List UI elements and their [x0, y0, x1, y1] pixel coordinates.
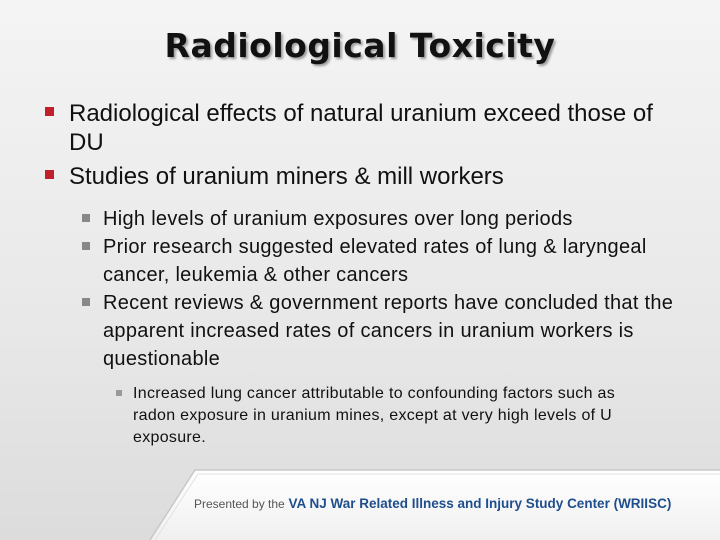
bullet-level1	[0, 99, 720, 157]
bullet-text: Radiological effects of natural uranium exceed those of DU	[69, 100, 653, 156]
bullet-level2	[0, 205, 720, 233]
square-bullet-icon	[45, 170, 54, 179]
slide-body	[0, 99, 720, 449]
bullet-level1	[0, 162, 720, 191]
footer-organization: VA NJ War Related Illness and Injury Study Center (WRIISC)	[288, 496, 672, 511]
bullet-text: Increased lung cancer attributable to confounding factors such as radon exposure in uranium mines, except at very high levels of U exposure.	[133, 385, 616, 446]
square-bullet-icon	[45, 107, 54, 116]
square-bullet-icon	[82, 242, 90, 250]
bullet-text: Recent reviews & government reports have concluded that the apparent increased rates of cancers in uranium workers is questionable	[103, 292, 674, 370]
square-bullet-icon	[82, 298, 90, 306]
bullet-text: Prior research suggested elevated rates of lung & laryngeal cancer, leukemia & other cancers	[103, 236, 647, 286]
bullet-text: Studies of uranium miners & mill workers	[69, 163, 504, 190]
bullet-level2	[0, 233, 720, 289]
square-bullet-icon	[82, 214, 90, 222]
footer-credit	[194, 496, 671, 511]
bullet-text: High levels of uranium exposures over long periods	[103, 208, 573, 230]
square-bullet-icon	[116, 390, 122, 396]
slide-title: Radiological Toxicity	[164, 26, 556, 65]
bullet-level3	[0, 383, 720, 449]
bullet-level2	[0, 289, 720, 373]
footer-presented-by: Presented by the	[194, 497, 285, 511]
